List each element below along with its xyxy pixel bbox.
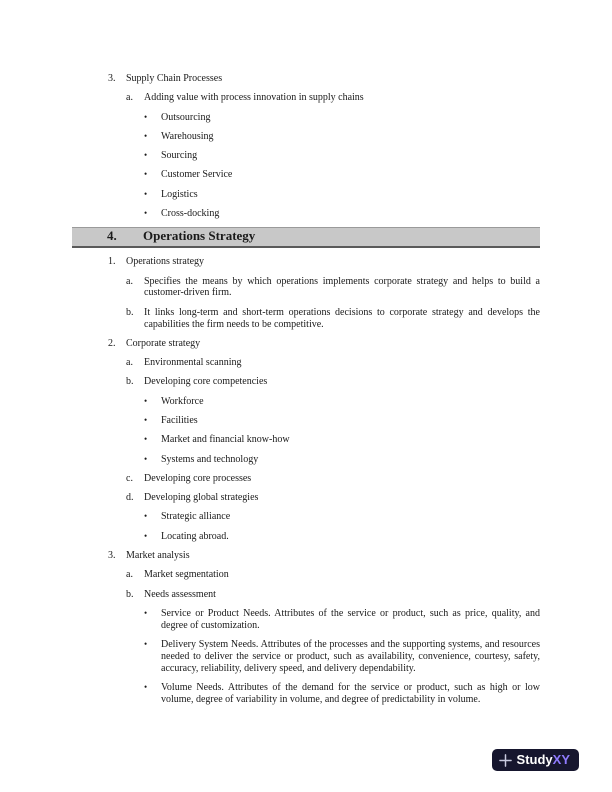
logo-text-xy: XY: [552, 752, 570, 767]
item-text: Corporate strategy: [126, 337, 201, 349]
item-letter: a.: [126, 357, 133, 369]
logo-text: [517, 753, 570, 767]
bullet-icon: •: [144, 395, 148, 406]
list-subitem: [72, 307, 540, 331]
bullet-icon: •: [144, 639, 148, 650]
bullet-text: Volume Needs. Attributes of the demand for the service or product, such as high or low volume, degree of variability in volume, and degree of predictability in volume.: [161, 681, 540, 705]
item-text: Operations strategy: [126, 256, 205, 268]
bullet-icon: •: [144, 681, 148, 692]
plus-icon: [499, 754, 512, 767]
item-number: 3.: [108, 73, 116, 84]
list-subitem: [72, 92, 540, 104]
item-letter: a.: [126, 569, 133, 581]
bullet-item: [72, 608, 540, 632]
list-item: [72, 550, 540, 562]
item-letter: d.: [126, 492, 134, 504]
bullet-text: Cross-docking: [161, 208, 220, 220]
item-text: It links long-term and short-term operations decisions to corporate strategy and develops the capabilities the firm needs to be competitive.: [144, 306, 540, 330]
item-letter: a.: [126, 275, 133, 287]
bullet-text: Strategic alliance: [161, 511, 231, 523]
section-heading: [72, 227, 540, 248]
bullet-icon: •: [144, 434, 148, 445]
bullet-icon: •: [144, 130, 148, 141]
bullet-text: Logistics: [161, 188, 198, 200]
list-subitem: [72, 569, 540, 581]
bullet-icon: •: [144, 453, 148, 464]
list-item: [72, 338, 540, 350]
list-subitem: [72, 357, 540, 369]
bullet-icon: •: [144, 530, 148, 541]
item-text: Specifies the means by which operations implements corporate strategy and helps to build a customer-driven firm.: [144, 275, 540, 299]
list-subitem: [72, 473, 540, 485]
bullet-text: Delivery System Needs. Attributes of the processes and the supporting systems, and resources needed to deliver the service or product, such as availability, convenience, courtesy, safety, accuracy, reliability, delivery speed, and delivery dependability.: [161, 639, 540, 674]
bullet-item: [72, 511, 540, 523]
bullet-text: Workforce: [161, 395, 204, 407]
bullet-icon: •: [144, 150, 148, 161]
item-text: Supply Chain Processes: [126, 73, 223, 84]
item-letter: b.: [126, 376, 134, 388]
item-number: 1.: [108, 256, 116, 268]
item-number: 2.: [108, 337, 116, 349]
bullet-item: [72, 169, 540, 181]
bullet-text: Systems and technology: [161, 453, 259, 465]
item-text: Market analysis: [126, 550, 190, 562]
bullet-item: [72, 639, 540, 674]
list-item: [72, 73, 540, 85]
bullet-text: Locating abroad.: [161, 530, 229, 542]
bullet-text: Sourcing: [161, 150, 198, 162]
bullet-item: [72, 189, 540, 201]
list-subitem: [72, 589, 540, 601]
bullet-text: Warehousing: [161, 130, 214, 142]
item-text: Adding value with process innovation in supply chains: [144, 92, 364, 104]
bullet-item: [72, 396, 540, 408]
bullet-icon: •: [144, 169, 148, 180]
list-subitem: [72, 492, 540, 504]
logo-text-study: Study: [516, 752, 553, 767]
item-letter: b.: [126, 588, 134, 600]
bullet-icon: •: [144, 208, 148, 219]
bullet-item: [72, 415, 540, 427]
item-text: Developing core competencies: [144, 376, 268, 388]
bullet-text: Customer Service: [161, 169, 233, 181]
bullet-item: [72, 434, 540, 446]
item-text: Market segmentation: [144, 569, 229, 581]
item-letter: a.: [126, 92, 133, 104]
bullet-item: [72, 531, 540, 543]
bullet-item: [72, 454, 540, 466]
item-text: Needs assessment: [144, 588, 216, 600]
bullet-text: Outsourcing: [161, 111, 211, 123]
bullet-icon: •: [144, 414, 148, 425]
item-letter: c.: [126, 472, 133, 484]
item-text: Developing global strategies: [144, 492, 259, 504]
bullet-item: [72, 112, 540, 124]
bullet-icon: •: [144, 188, 148, 199]
bullet-text: Market and financial know-how: [161, 434, 290, 446]
bullet-item: [72, 682, 540, 706]
item-letter: b.: [126, 306, 134, 318]
list-item: [72, 256, 540, 268]
bullet-icon: •: [144, 607, 148, 618]
list-subitem: [72, 376, 540, 388]
studyxy-logo: [492, 749, 579, 771]
list-subitem: [72, 276, 540, 300]
bullet-item: [72, 131, 540, 143]
heading-number: 4.: [107, 228, 117, 244]
item-number: 3.: [108, 550, 116, 562]
bullet-text: Service or Product Needs. Attributes of the service or product, such as price, quality, and degree of customization.: [161, 607, 540, 631]
bullet-icon: •: [144, 111, 148, 122]
item-text: Environmental scanning: [144, 357, 242, 369]
item-text: Developing core processes: [144, 472, 252, 484]
bullet-text: Facilities: [161, 414, 198, 426]
bullet-icon: •: [144, 511, 148, 522]
bullet-item: [72, 208, 540, 220]
heading-title: Operations Strategy: [143, 228, 256, 244]
bullet-item: [72, 150, 540, 162]
